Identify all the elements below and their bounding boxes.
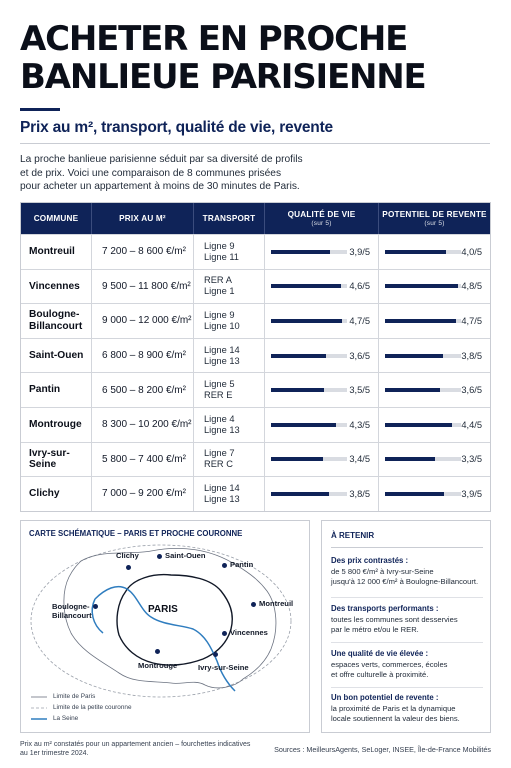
qualite-bar-fill <box>271 423 336 427</box>
header-prix: PRIX AU M² <box>92 203 194 234</box>
table-header <box>21 203 490 234</box>
cell-commune <box>21 408 92 442</box>
legend-seine: La Seine <box>53 715 79 722</box>
cell-revente <box>379 304 490 338</box>
revente-bar-track <box>385 284 461 288</box>
legend-paris: Limite de Paris <box>53 693 96 700</box>
map-label-clichy: Clichy <box>116 551 139 560</box>
qualite-bar-track <box>271 388 347 392</box>
retenir-text: de 5 800 €/m² à Ivry-sur-Seine jusqu'à 12 000 €/m² à Boulogne-Billancourt. <box>331 567 479 587</box>
revente-score: 3,6/5 <box>461 385 482 396</box>
table-row <box>21 269 490 304</box>
cell-prix: 6 800 – 8 900 €/m² <box>92 339 194 373</box>
transport-line: Ligne 14 <box>204 344 240 355</box>
map-label-paris: PARIS <box>148 604 178 615</box>
qualite-bar-track <box>271 250 347 254</box>
cell-transport <box>194 373 265 407</box>
cell-revente <box>379 477 490 511</box>
retenir-separator <box>331 597 483 598</box>
header-revente <box>379 203 490 234</box>
transport-line: Ligne 13 <box>204 493 240 504</box>
cell-prix: 5 800 – 7 400 €/m² <box>92 443 194 477</box>
revente-score: 4,7/5 <box>461 315 482 326</box>
revente-bar-fill <box>385 319 456 323</box>
cell-prix: 8 300 – 10 200 €/m² <box>92 408 194 442</box>
cell-commune <box>21 443 92 477</box>
transport-line: RER E <box>204 390 233 401</box>
retenir-separator <box>331 687 483 688</box>
qualite-bar-track <box>271 423 347 427</box>
header-commune: COMMUNE <box>21 203 92 234</box>
cell-qualite <box>265 373 379 407</box>
qualite-score: 3,8/5 <box>349 488 370 499</box>
retenir-block-revente <box>331 693 486 725</box>
map-label-pantin: Pantin <box>230 560 254 569</box>
revente-score: 3,9/5 <box>461 488 482 499</box>
cell-qualite <box>265 304 379 338</box>
retenir-rule <box>331 547 483 548</box>
table-body <box>21 234 490 511</box>
qualite-bar-fill <box>271 319 342 323</box>
table-row <box>21 407 490 442</box>
transport-line: Ligne 9 <box>204 309 235 320</box>
header-revente-note: (sur 5) <box>424 220 445 227</box>
qualite-score: 4,6/5 <box>349 281 370 292</box>
revente-bar-track <box>385 388 461 392</box>
commune-name: Montreuil <box>29 246 75 258</box>
revente-bar-track <box>385 492 461 496</box>
revente-bar-track <box>385 457 461 461</box>
marker-ivry <box>213 652 218 657</box>
seine-river <box>95 587 235 691</box>
cell-commune <box>21 373 92 407</box>
transport-line: Ligne 10 <box>204 320 240 331</box>
table-row <box>21 442 490 477</box>
commune-name: Clichy <box>29 488 60 500</box>
map-title: CARTE SCHÉMATIQUE – PARIS ET PROCHE COURONNE <box>29 529 243 538</box>
transport-line: Ligne 1 <box>204 286 235 297</box>
transport-line: Ligne 5 <box>204 379 235 390</box>
table-row <box>21 338 490 373</box>
qualite-score: 4,7/5 <box>349 315 370 326</box>
retenir-separator <box>331 642 483 643</box>
revente-bar-fill <box>385 457 435 461</box>
revente-bar-track <box>385 423 461 427</box>
transport-line: Ligne 13 <box>204 424 240 435</box>
commune-name: Saint-Ouen <box>29 349 84 361</box>
revente-bar-track <box>385 354 461 358</box>
transport-line: Ligne 14 <box>204 482 240 493</box>
marker-clichy <box>126 565 131 570</box>
header-qualite-label: QUALITÉ DE VIE <box>287 210 356 219</box>
revente-bar-track <box>385 319 461 323</box>
commune-name: Pantin <box>29 384 61 396</box>
revente-bar-fill <box>385 423 452 427</box>
qualite-score: 3,9/5 <box>349 246 370 257</box>
revente-bar-fill <box>385 354 443 358</box>
table-row <box>21 372 490 407</box>
cell-commune <box>21 339 92 373</box>
transport-line: Ligne 11 <box>204 251 239 262</box>
revente-score: 4,0/5 <box>461 246 482 257</box>
retenir-box <box>321 520 491 733</box>
map-label-saint-ouen: Saint-Ouen <box>165 551 206 560</box>
commune-name: Montrouge <box>29 419 82 431</box>
qualite-bar-track <box>271 284 347 288</box>
cell-revente <box>379 443 490 477</box>
map-label-boulogne: Boulogne- Billancourt <box>52 602 92 620</box>
retenir-block-prix <box>331 556 486 588</box>
retenir-head: Une qualité de vie élevée : <box>331 649 429 658</box>
retenir-block-transports <box>331 604 486 636</box>
qualite-bar-fill <box>271 492 329 496</box>
revente-score: 3,3/5 <box>461 454 482 465</box>
cell-commune <box>21 304 92 338</box>
qualite-bar-fill <box>271 388 324 392</box>
cell-revente <box>379 339 490 373</box>
cell-qualite <box>265 339 379 373</box>
cell-prix: 9 500 – 11 800 €/m² <box>92 270 194 304</box>
qualite-score: 3,5/5 <box>349 385 370 396</box>
page-title: ACHETER EN PROCHE BANLIEUE PARISIENNE <box>20 19 426 97</box>
cell-revente <box>379 270 490 304</box>
cell-revente <box>379 373 490 407</box>
cell-qualite <box>265 408 379 442</box>
marker-pantin <box>222 563 227 568</box>
revente-bar-fill <box>385 250 446 254</box>
transport-line: RER C <box>204 459 233 470</box>
transport-line: Ligne 7 <box>204 448 235 459</box>
title-rule <box>20 108 60 111</box>
subtitle: Prix au m², transport, qualité de vie, revente <box>20 119 333 136</box>
map-label-montreuil: Montreuil <box>259 599 294 608</box>
header-transport: TRANSPORT <box>194 203 265 234</box>
qualite-bar-track <box>271 354 347 358</box>
qualite-bar-fill <box>271 354 326 358</box>
cell-transport <box>194 235 265 269</box>
cell-transport <box>194 408 265 442</box>
qualite-bar-track <box>271 457 347 461</box>
table-row <box>21 303 490 338</box>
footer-sources: Sources : MeilleursAgents, SeLoger, INSEE, Île-de-France Mobilités <box>274 745 491 754</box>
commune-name: Vincennes <box>29 280 80 292</box>
map-label-vincennes: Vincennes <box>230 628 268 637</box>
marker-vincennes <box>222 631 227 636</box>
qualite-bar-track <box>271 492 347 496</box>
revente-bar-fill <box>385 284 458 288</box>
retenir-text: toutes les communes sont desservies par le métro et/ou le RER. <box>331 615 458 635</box>
qualite-bar-fill <box>271 457 323 461</box>
cell-revente <box>379 408 490 442</box>
cell-qualite <box>265 270 379 304</box>
map-box <box>20 520 310 733</box>
marker-boulogne <box>93 604 98 609</box>
cell-prix: 9 000 – 12 000 €/m² <box>92 304 194 338</box>
table-row <box>21 476 490 511</box>
transport-line: Ligne 13 <box>204 355 240 366</box>
retenir-block-qualite <box>331 649 486 681</box>
revente-score: 3,8/5 <box>461 350 482 361</box>
cell-prix: 7 000 – 9 200 €/m² <box>92 477 194 511</box>
transport-line: Ligne 9 <box>204 240 235 251</box>
retenir-text: espaces verts, commerces, écoles et offre culturelle à proximité. <box>331 660 448 680</box>
qualite-bar-fill <box>271 284 341 288</box>
marker-montrouge <box>155 649 160 654</box>
header-revente-label: POTENTIEL DE REVENTE <box>382 210 487 219</box>
marker-saint-ouen <box>157 554 162 559</box>
intro-text: La proche banlieue parisienne séduit par sa diversité de profils et de prix. Voici une comparaison de 8 communes prisées pour acheter un appartement à moins de 30 minutes de Paris. <box>20 154 303 192</box>
retenir-head: Des prix contrastés : <box>331 556 409 565</box>
cell-revente <box>379 235 490 269</box>
cell-transport <box>194 443 265 477</box>
revente-score: 4,8/5 <box>461 281 482 292</box>
retenir-head: Un bon potentiel de revente : <box>331 693 439 702</box>
commune-name: Boulogne- Billancourt <box>29 309 83 332</box>
subtitle-rule <box>20 143 490 144</box>
cell-commune <box>21 235 92 269</box>
header-qualite-note: (sur 5) <box>311 220 332 227</box>
transport-line: RER A <box>204 275 232 286</box>
cell-transport <box>194 339 265 373</box>
commune-name: Ivry-sur-Seine <box>29 447 70 471</box>
revente-score: 4,4/5 <box>461 419 482 430</box>
cell-prix: 6 500 – 8 200 €/m² <box>92 373 194 407</box>
retenir-head: Des transports performants : <box>331 604 439 613</box>
header-qualite <box>265 203 379 234</box>
qualite-bar-fill <box>271 250 330 254</box>
qualite-score: 3,6/5 <box>349 350 370 361</box>
table-row <box>21 234 490 269</box>
qualite-score: 4,3/5 <box>349 419 370 430</box>
cell-qualite <box>265 443 379 477</box>
cell-commune <box>21 477 92 511</box>
cell-transport <box>194 477 265 511</box>
comparison-table <box>20 202 491 512</box>
revente-bar-fill <box>385 388 440 392</box>
revente-bar-fill <box>385 492 444 496</box>
cell-commune <box>21 270 92 304</box>
marker-montreuil <box>251 602 256 607</box>
cell-transport <box>194 270 265 304</box>
qualite-score: 3,4/5 <box>349 454 370 465</box>
cell-prix: 7 200 – 8 600 €/m² <box>92 235 194 269</box>
map-label-montrouge: Montrouge <box>138 661 178 670</box>
transport-line: Ligne 4 <box>204 413 235 424</box>
cell-transport <box>194 304 265 338</box>
legend-couronne: Limite de la petite couronne <box>53 704 132 711</box>
cell-qualite <box>265 477 379 511</box>
retenir-text: la proximité de Paris et la dynamique locale soutiennent la valeur des biens. <box>331 704 460 724</box>
qualite-bar-track <box>271 319 347 323</box>
footer-note: Prix au m² constatés pour un appartement ancien – fourchettes indicatives au 1er trimestre 2024. <box>20 741 251 757</box>
retenir-title: À RETENIR <box>331 531 375 540</box>
cell-qualite <box>265 235 379 269</box>
revente-bar-track <box>385 250 461 254</box>
map-label-ivry: Ivry-sur-Seine <box>198 663 249 672</box>
